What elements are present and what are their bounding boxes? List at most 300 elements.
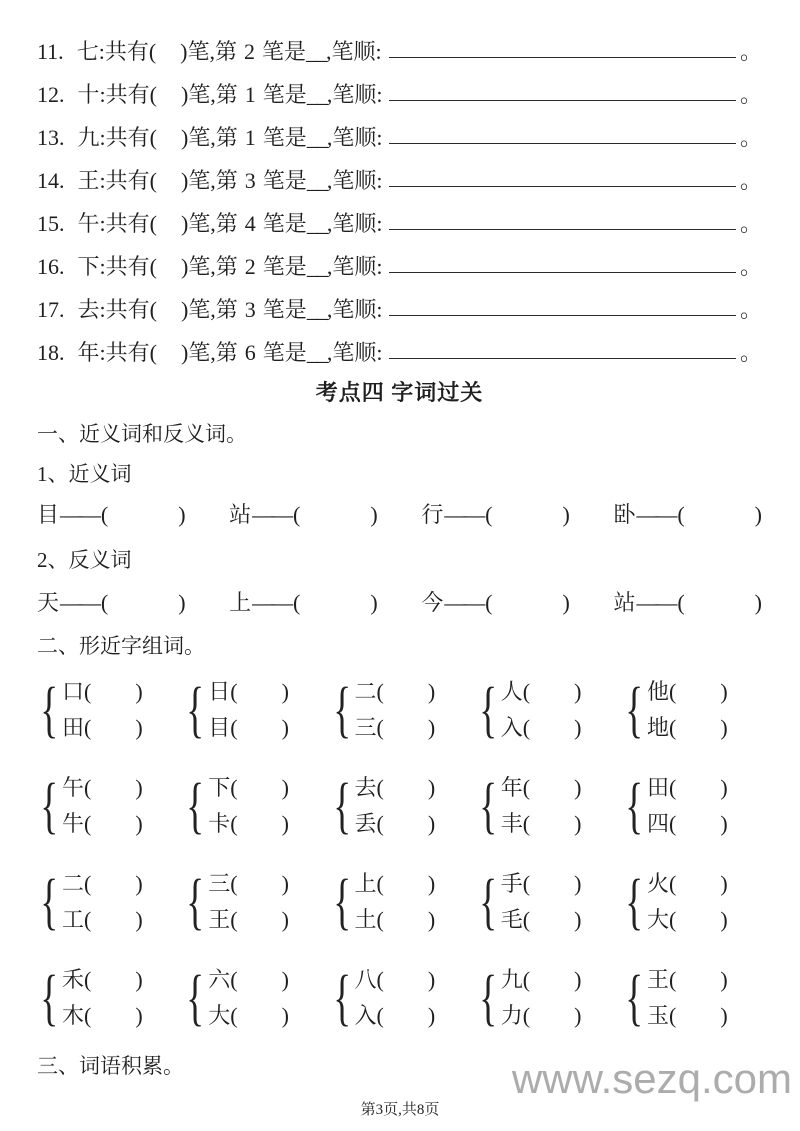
brace-icon: {	[478, 868, 497, 936]
pair-column	[62, 869, 177, 935]
pair-top-character: 去	[354, 775, 377, 800]
word-character: 站	[613, 590, 636, 615]
close-paren: )	[281, 1003, 289, 1028]
open-paren: (	[84, 715, 92, 740]
watermark: www.sezq.com	[511, 1055, 792, 1102]
short-answer-blank: __	[306, 82, 327, 107]
pair-top-line	[62, 869, 177, 899]
close-paren: )	[574, 775, 582, 800]
open-paren: (	[84, 871, 92, 896]
long-dash: ——	[60, 590, 98, 615]
brace-icon: {	[625, 868, 644, 936]
brace-icon: {	[332, 772, 351, 840]
close-paren: )	[281, 715, 289, 740]
prompt-mid: )笔,第	[180, 340, 238, 365]
open-paren: (	[230, 775, 238, 800]
open-paren: (	[230, 679, 238, 704]
pair-column	[208, 677, 323, 743]
brace-icon: {	[186, 868, 205, 936]
close-paren: )	[720, 679, 728, 704]
open-paren: (	[84, 679, 92, 704]
pair-top-character: 王	[647, 967, 670, 992]
stroke-number: 4	[244, 211, 256, 236]
prompt-post: 笔是	[262, 297, 307, 322]
close-paren: )	[135, 811, 143, 836]
target-character: 午	[77, 211, 100, 236]
pair-column	[208, 773, 323, 839]
stroke-order-item	[37, 241, 762, 284]
brace-icon: {	[332, 868, 351, 936]
open-paren: (	[230, 811, 238, 836]
open-paren: (	[669, 967, 677, 992]
pair-top-character: 禾	[62, 967, 85, 992]
pair-top-line	[355, 773, 470, 803]
pair-top-line	[647, 869, 762, 899]
open-paren: (	[293, 502, 301, 527]
stroke-order-item	[37, 284, 762, 327]
brace-icon: {	[478, 964, 497, 1032]
section-heading: 考点四 字词过关	[315, 380, 484, 405]
long-dash: ——	[636, 502, 675, 527]
brace-icon: {	[625, 964, 644, 1032]
prompt-post: 笔是	[262, 211, 307, 236]
prompt-mid: )笔,第	[180, 82, 238, 107]
pair-top-line	[208, 869, 323, 899]
item-number: 18.	[37, 340, 65, 365]
pair-bottom-line	[355, 1001, 470, 1031]
prompt-pre: :共有(	[99, 297, 157, 322]
close-paren: )	[574, 967, 582, 992]
pair-top-line	[501, 869, 616, 899]
close-paren: )	[720, 967, 728, 992]
short-answer-blank: __	[306, 254, 327, 279]
item-number: 15.	[37, 211, 65, 236]
pair-bottom-character: 工	[62, 907, 85, 932]
pair-bottom-line	[501, 1001, 616, 1031]
pair-bottom-line	[501, 809, 616, 839]
answer-line	[389, 186, 736, 187]
close-paren: )	[427, 775, 436, 800]
close-paren: )	[574, 715, 582, 740]
close-paren: )	[720, 715, 728, 740]
prompt-mid: )笔,第	[180, 297, 238, 322]
close-paren: )	[427, 967, 436, 992]
period: 。	[739, 39, 762, 64]
pair-column	[647, 677, 762, 743]
pair-top-line	[501, 773, 616, 803]
target-character: 七	[76, 39, 99, 64]
long-dash: ——	[444, 502, 483, 527]
item-number: 16.	[37, 254, 65, 279]
target-character: 王	[77, 168, 100, 193]
open-paren: (	[522, 967, 531, 992]
antonym-group	[37, 588, 186, 618]
pair-column	[501, 869, 616, 935]
char-pair	[330, 964, 470, 1032]
close-paren: )	[370, 590, 378, 615]
pair-top-character: 六	[208, 967, 231, 992]
close-paren: )	[427, 1003, 436, 1028]
close-paren: )	[574, 679, 582, 704]
open-paren: (	[522, 811, 531, 836]
word-character: 站	[229, 502, 252, 527]
close-paren: )	[427, 679, 436, 704]
pair-bottom-character: 目	[208, 715, 231, 740]
answer-line	[389, 229, 736, 230]
close-paren: )	[754, 590, 762, 615]
close-paren: )	[135, 907, 143, 932]
open-paren: (	[376, 967, 384, 992]
pair-top-character: 年	[500, 775, 523, 800]
char-pair	[330, 676, 470, 744]
open-paren: (	[669, 907, 677, 932]
pair-top-line	[647, 677, 762, 707]
stroke-number: 6	[244, 340, 256, 365]
target-character: 下	[77, 254, 100, 279]
pair-bottom-character: 地	[647, 715, 670, 740]
close-paren: )	[720, 1003, 728, 1028]
long-dash: ——	[636, 590, 675, 615]
pair-bottom-line	[355, 809, 470, 839]
close-paren: )	[720, 775, 728, 800]
pair-bottom-line	[647, 905, 762, 935]
open-paren: (	[485, 502, 493, 527]
prompt-pre: :共有(	[98, 39, 157, 64]
pair-bottom-character: 田	[62, 715, 85, 740]
short-answer-blank: __	[306, 340, 327, 365]
open-paren: (	[230, 871, 238, 896]
close-paren: )	[281, 967, 289, 992]
close-paren: )	[135, 967, 143, 992]
pair-column	[501, 965, 616, 1031]
open-paren: (	[376, 871, 384, 896]
prompt-pre: :共有(	[99, 125, 157, 150]
period: 。	[739, 254, 762, 279]
pair-top-line	[208, 677, 323, 707]
pair-bottom-line	[501, 905, 616, 935]
pair-top-line	[355, 677, 470, 707]
close-paren: )	[281, 907, 289, 932]
close-paren: )	[135, 871, 143, 896]
long-dash: ——	[252, 590, 291, 615]
answer-line	[389, 57, 736, 58]
close-paren: )	[720, 811, 728, 836]
pair-column	[62, 773, 177, 839]
open-paren: (	[677, 590, 685, 615]
char-pair	[622, 964, 762, 1032]
stroke-order-item	[37, 155, 762, 198]
word-character: 目	[37, 502, 60, 527]
prompt-tail: ,笔顺:	[326, 211, 383, 236]
open-paren: (	[100, 590, 109, 615]
char-pair	[183, 868, 323, 936]
open-paren: (	[522, 907, 531, 932]
prompt-pre: :共有(	[99, 82, 157, 107]
long-dash: ——	[60, 502, 98, 527]
stroke-order-item	[37, 69, 762, 112]
close-paren: )	[720, 907, 728, 932]
prompt-tail: ,笔顺:	[326, 340, 383, 365]
char-pair	[183, 964, 323, 1032]
pair-bottom-line	[62, 1001, 177, 1031]
char-pair	[622, 868, 762, 936]
pair-top-line	[501, 965, 616, 995]
close-paren: )	[562, 502, 570, 527]
pair-column	[208, 869, 323, 935]
prompt-post: 笔是	[261, 39, 306, 64]
char-pair	[37, 964, 177, 1032]
word-character: 卧	[613, 502, 636, 527]
brace-icon: {	[186, 964, 205, 1032]
pair-top-character: 田	[647, 775, 670, 800]
prompt-post: 笔是	[262, 125, 307, 150]
char-pair	[183, 772, 323, 840]
close-paren: )	[427, 811, 436, 836]
pair-bottom-character: 土	[354, 907, 377, 932]
open-paren: (	[522, 871, 531, 896]
close-paren: )	[427, 715, 436, 740]
item-number: 14.	[37, 168, 65, 193]
pair-bottom-line	[208, 905, 323, 935]
open-paren: (	[677, 502, 685, 527]
short-answer-blank: __	[306, 211, 327, 236]
pair-top-character: 午	[62, 775, 85, 800]
stroke-number: 1	[244, 82, 256, 107]
open-paren: (	[376, 679, 384, 704]
pair-bottom-line	[647, 1001, 762, 1031]
page-number: 第3页,共8页	[360, 1102, 440, 1118]
brace-icon: {	[625, 772, 644, 840]
pair-top-line	[355, 869, 470, 899]
answer-line	[389, 358, 736, 359]
pair-column	[208, 965, 323, 1031]
pair-top-line	[501, 677, 616, 707]
period: 。	[739, 82, 762, 107]
short-answer-blank: __	[306, 297, 327, 322]
short-answer-blank: __	[306, 168, 327, 193]
prompt-mid: )笔,第	[180, 39, 237, 64]
open-paren: (	[84, 1003, 92, 1028]
pair-top-character: 手	[500, 871, 523, 896]
pair-column	[62, 965, 177, 1031]
synonym-group	[37, 500, 186, 530]
close-paren: )	[281, 871, 289, 896]
prompt-tail: ,笔顺:	[326, 125, 383, 150]
open-paren: (	[669, 811, 677, 836]
pair-bottom-line	[355, 905, 470, 935]
close-paren: )	[754, 502, 762, 527]
item-number: 12.	[37, 82, 65, 107]
answer-line	[389, 272, 736, 273]
period: 。	[739, 168, 762, 193]
period: 。	[739, 211, 762, 236]
pair-top-line	[62, 677, 177, 707]
brace-icon: {	[625, 676, 644, 744]
pair-bottom-line	[647, 713, 762, 743]
close-paren: )	[574, 871, 582, 896]
pair-top-character: 日	[208, 679, 231, 704]
char-pair	[183, 676, 323, 744]
item-number: 11.	[37, 39, 64, 64]
stroke-order-item	[37, 327, 762, 370]
pair-bottom-character: 大	[208, 1003, 231, 1028]
close-paren: )	[135, 1003, 143, 1028]
prompt-pre: :共有(	[99, 340, 157, 365]
pair-top-line	[62, 965, 177, 995]
open-paren: (	[230, 907, 238, 932]
antonym-group	[613, 588, 762, 618]
pair-bottom-character: 木	[62, 1003, 85, 1028]
prompt-post: 笔是	[262, 340, 307, 365]
word-character: 今	[421, 590, 444, 615]
close-paren: )	[574, 811, 582, 836]
pair-bottom-line	[208, 713, 323, 743]
prompt-post: 笔是	[262, 254, 307, 279]
pair-bottom-line	[62, 905, 177, 935]
period: 。	[739, 297, 762, 322]
synonym-group	[229, 500, 378, 530]
char-pair	[476, 868, 616, 936]
pair-bottom-line	[355, 713, 470, 743]
pair-top-character: 九	[500, 967, 523, 992]
pairs-grid	[37, 676, 762, 1032]
prompt-tail: ,笔顺:	[326, 39, 382, 64]
open-paren: (	[84, 811, 92, 836]
stroke-order-item	[37, 112, 762, 155]
open-paren: (	[100, 502, 109, 527]
brace-icon: {	[332, 964, 351, 1032]
char-pair	[37, 868, 177, 936]
answer-line	[389, 315, 736, 316]
pair-top-line	[62, 773, 177, 803]
part1-title: 一、近义词和反义词。	[37, 422, 247, 446]
pair-column	[501, 773, 616, 839]
item-number: 17.	[37, 297, 65, 322]
prompt-mid: )笔,第	[180, 125, 238, 150]
close-paren: )	[135, 679, 143, 704]
target-character: 去	[77, 297, 100, 322]
close-paren: )	[135, 715, 143, 740]
brace-icon: {	[40, 964, 59, 1032]
char-pair	[330, 772, 470, 840]
pair-top-character: 火	[647, 871, 670, 896]
stroke-number: 2	[243, 39, 255, 64]
antonyms-subtitle: 2、反义词	[37, 548, 132, 572]
open-paren: (	[84, 907, 92, 932]
open-paren: (	[669, 1003, 677, 1028]
pair-bottom-character: 丰	[500, 811, 523, 836]
open-paren: (	[376, 715, 384, 740]
pair-column	[647, 773, 762, 839]
synonyms-row	[37, 500, 762, 530]
close-paren: )	[427, 907, 436, 932]
antonym-group	[421, 588, 570, 618]
open-paren: (	[84, 775, 92, 800]
close-paren: )	[281, 811, 289, 836]
brace-icon: {	[186, 676, 205, 744]
prompt-post: 笔是	[262, 168, 307, 193]
stroke-number: 3	[244, 168, 256, 193]
close-paren: )	[178, 590, 186, 615]
brace-icon: {	[332, 676, 351, 744]
pair-column	[355, 965, 470, 1031]
part2-title: 二、形近字组词。	[37, 634, 205, 658]
stroke-order-item	[37, 26, 762, 69]
close-paren: )	[574, 907, 582, 932]
pair-top-character: 二	[354, 679, 377, 704]
char-pair	[622, 772, 762, 840]
antonym-group	[229, 588, 378, 618]
open-paren: (	[84, 967, 92, 992]
open-paren: (	[522, 1003, 531, 1028]
open-paren: (	[522, 775, 531, 800]
item-number: 13.	[37, 125, 65, 150]
pair-column	[647, 965, 762, 1031]
synonym-group	[421, 500, 570, 530]
synonym-group	[613, 500, 762, 530]
pair-bottom-line	[501, 713, 616, 743]
pair-top-character: 上	[354, 871, 377, 896]
prompt-mid: )笔,第	[180, 168, 238, 193]
pair-bottom-line	[62, 809, 177, 839]
prompt-pre: :共有(	[99, 168, 157, 193]
open-paren: (	[376, 1003, 384, 1028]
pair-bottom-character: 入	[500, 715, 523, 740]
part3-title: 三、词语积累。	[37, 1054, 184, 1078]
pair-column	[355, 869, 470, 935]
pair-bottom-character: 牛	[62, 811, 85, 836]
target-character: 九	[77, 125, 100, 150]
close-paren: )	[281, 679, 289, 704]
open-paren: (	[485, 590, 493, 615]
target-character: 年	[77, 340, 100, 365]
open-paren: (	[522, 715, 531, 740]
close-paren: )	[370, 502, 378, 527]
pair-top-character: 下	[208, 775, 231, 800]
pair-top-character: 他	[647, 679, 670, 704]
pair-bottom-character: 丢	[354, 811, 377, 836]
char-pair	[622, 676, 762, 744]
brace-icon: {	[478, 772, 497, 840]
word-character: 天	[37, 590, 60, 615]
prompt-post: 笔是	[262, 82, 307, 107]
prompt-pre: :共有(	[99, 211, 157, 236]
short-answer-blank: __	[306, 39, 326, 64]
pair-bottom-character: 三	[354, 715, 377, 740]
target-character: 十	[77, 82, 100, 107]
pair-bottom-character: 玉	[647, 1003, 670, 1028]
prompt-tail: ,笔顺:	[326, 168, 383, 193]
brace-icon: {	[186, 772, 205, 840]
word-character: 行	[421, 502, 444, 527]
answer-line	[389, 100, 736, 101]
pair-bottom-character: 毛	[500, 907, 523, 932]
prompt-tail: ,笔顺:	[326, 297, 383, 322]
open-paren: (	[376, 907, 384, 932]
brace-icon: {	[478, 676, 497, 744]
pair-bottom-line	[208, 1001, 323, 1031]
prompt-mid: )笔,第	[180, 254, 238, 279]
open-paren: (	[669, 679, 677, 704]
stroke-order-item	[37, 198, 762, 241]
pair-column	[355, 773, 470, 839]
pair-bottom-character: 四	[647, 811, 670, 836]
pair-bottom-character: 大	[647, 907, 670, 932]
close-paren: )	[427, 871, 436, 896]
pair-column	[501, 677, 616, 743]
close-paren: )	[574, 1003, 582, 1028]
open-paren: (	[669, 715, 677, 740]
